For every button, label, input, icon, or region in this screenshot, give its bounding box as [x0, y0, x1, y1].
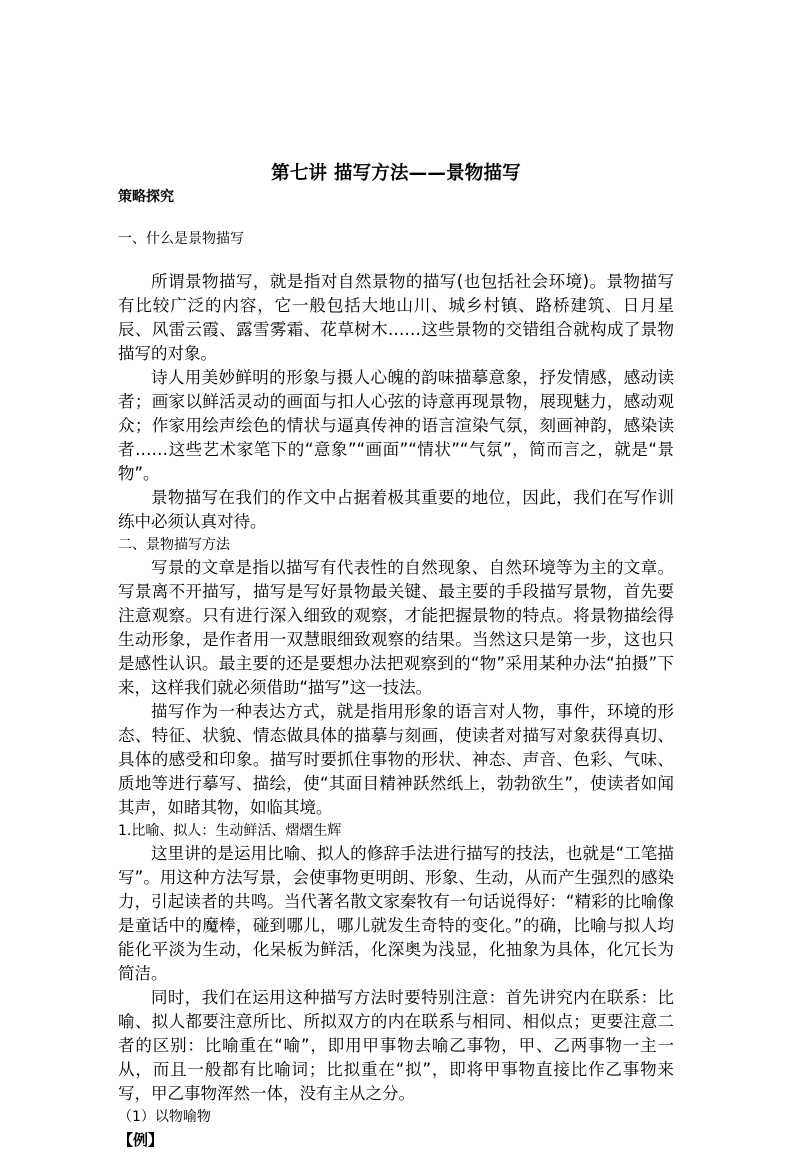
spacer — [118, 208, 674, 228]
paragraph-2: 诗人用美妙鲜明的形象与摄人心魄的韵味描摹意象，抒发情感，感动读者；画家以鲜活灵动的画面与扣人心弦的诗意再现景物，展现魅力，感动观众；作家用绘声绘色的情状与逼真传神的语言渲染气氛，刻画神韵，感染读者……这些艺术家笔下的“意象”“画面”“情状”“气氛”，简而言之，就是“景物”。 — [118, 368, 674, 483]
spacer — [118, 250, 674, 270]
document-title: 第七讲 描写方法——景物描写 — [271, 163, 521, 184]
section-heading-2: 二、景物描写方法 — [118, 537, 230, 553]
paragraph-5: 描写作为一种表达方式，就是指用形象的语言对人物，事件，环境的形态、特征、状貌、情态做具体的描摹与刻画，使读者对描写对象获得真切、具体的感受和印象。描写时要抓住事物的形状、神态、声音、色彩、气味、质地等进行摹写、描绘，使“其面目精神跃然纸上，勃勃欲生”，使读者如闻其声，如睹其物，如临其境。 — [118, 702, 674, 817]
section-heading-1: 一、什么是景物描写 — [118, 231, 244, 247]
paragraph-3: 景物描写在我们的作文中占据着极其重要的地位，因此，我们在写作训练中必须认真对待。 — [118, 488, 674, 531]
paragraph-4: 写景的文章是指以描写有代表性的自然现象、自然环境等为主的文章。写景离不开描写，描写是写好景物最关键、最主要的手段描写景物，首先要注意观察。只有进行深入细致的观察，才能把握景物的特点。将景物描绘得生动形象，是作者用一双慧眼细致观察的结果。当然这只是第一步，这也只是感性认识。最主要的还是要想办法把观察到的“物”采用某种办法“拍摄”下来，这样我们就必须借助“描写”这一技法。 — [118, 558, 674, 697]
document-subtitle: 策略探究 — [118, 189, 174, 205]
document-page — [118, 162, 674, 1152]
subsection-heading-2: （1）以物喻物 — [118, 1109, 211, 1125]
example-label: 【例】 — [118, 1131, 164, 1149]
paragraph-7: 同时，我们在运用这种描写方法时要特别注意：首先讲究内在联系：比喻、拟人都要注意所比、所拟双方的内在联系与相同、相似点；更要注意二者的区别：比喻重在“喻”，即用甲事物去喻乙事物，甲、乙两事物一主一从，而且一般都有比喻词；比拟重在“拟”，即将甲事物直接比作乙事物来写，甲乙事物浑然一体，没有主从之分。 — [118, 988, 674, 1103]
paragraph-1: 所谓景物描写，就是指对自然景物的描写(也包括社会环境)。景物描写有比较广泛的内容，它一般包括大地山川、城乡村镇、路桥建筑、日月星辰、风雷云霞、露雪雾霜、花草树木……这些景物的交错组合就构成了景物描写的对象。 — [118, 272, 674, 363]
subsection-heading-1: 1.比喻、拟人：生动鲜活、熠熠生辉 — [118, 823, 342, 839]
paragraph-6: 这里讲的是运用比喻、拟人的修辞手法进行描写的技法，也就是“工笔描写”。用这种方法写景，会使事物更明朗、形象、生动，从而产生强烈的感染力，引起读者的共鸣。当代著名散文家秦牧有一句话说得好：“精彩的比喻像是童话中的魔棒，碰到哪儿，哪儿就发生奇特的变化。”的确，比喻与拟人均能化平淡为生动，化呆板为鲜活，化深奥为浅显，化抽象为具体，化冗长为简洁。 — [118, 844, 674, 983]
